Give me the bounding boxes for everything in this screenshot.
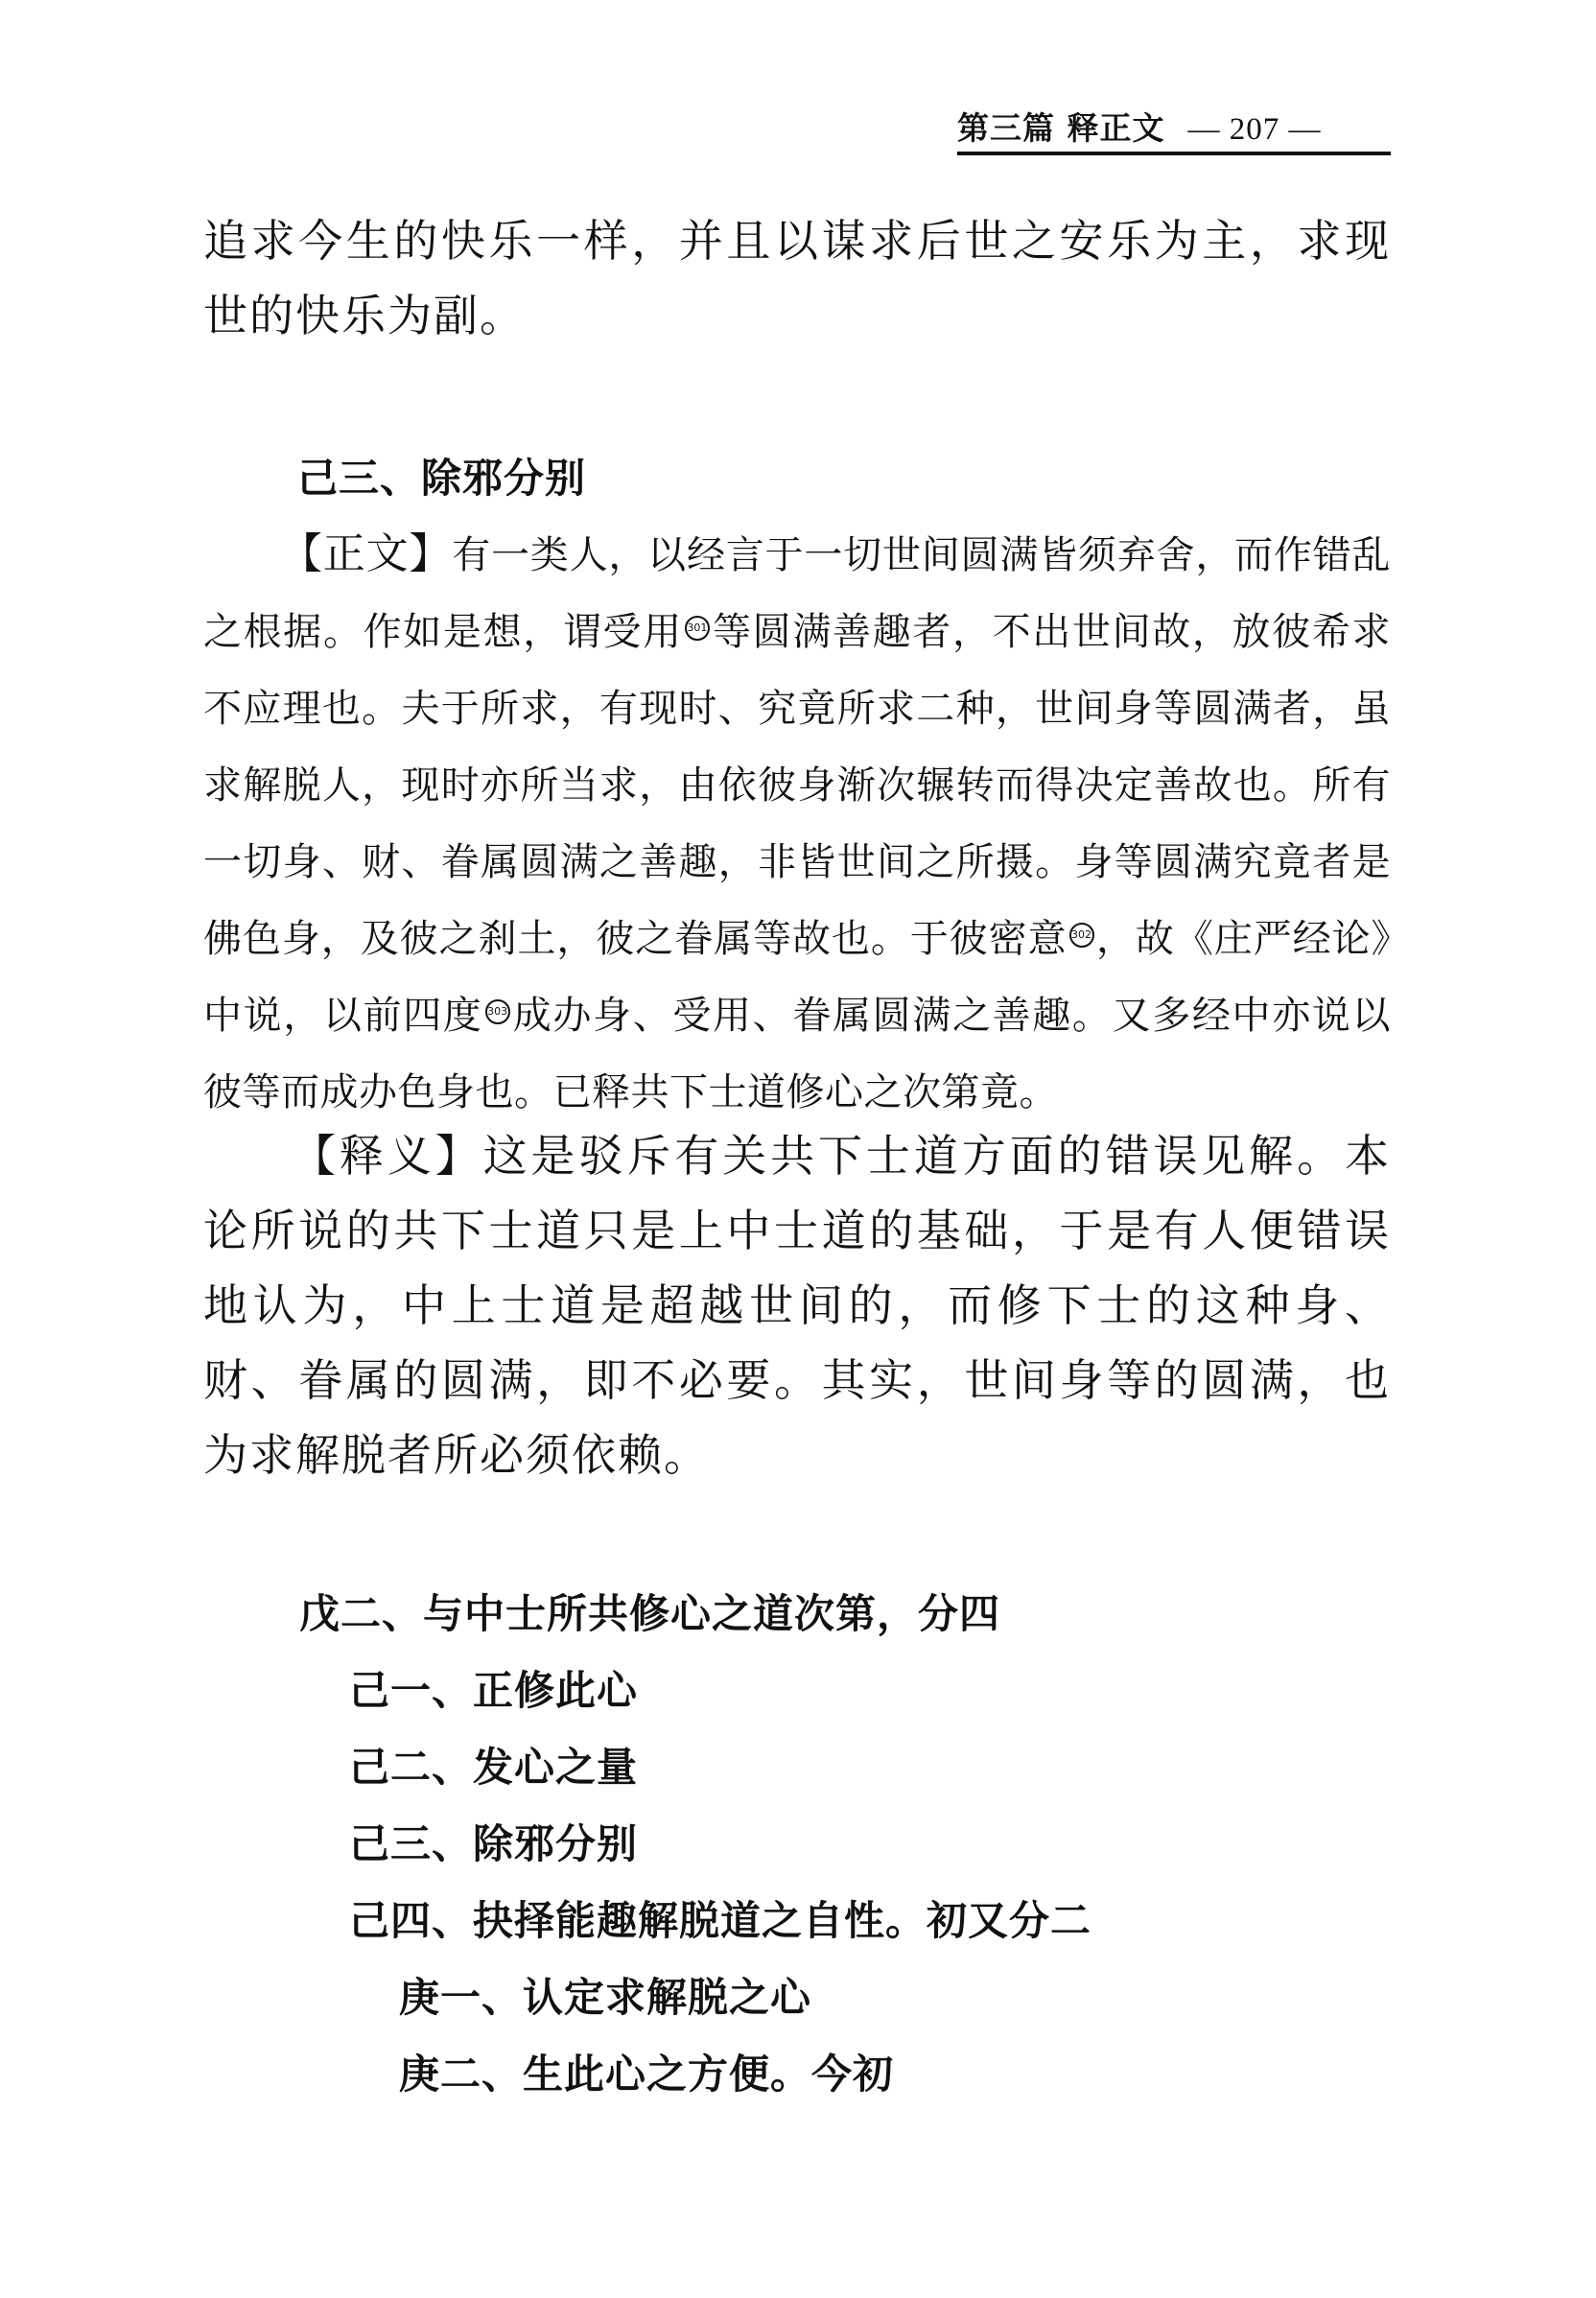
page-number: — 207 — <box>1187 112 1322 147</box>
outline-subitem: 庚一、认定求解脱之心 <box>399 1974 812 2021</box>
footnote-marker: 302 <box>1069 923 1094 948</box>
outline-subitem: 庚二、生此心之方便。今初 <box>399 2051 895 2098</box>
zhengwen-text-4: 成办身、受用、眷属圆满之善趣。又多经中亦说以彼等而成办色身也。已释共下士道修心之次第竟。 <box>203 994 1392 1114</box>
zhengwen-label: 【正文】 <box>280 529 453 578</box>
zhengwen-text-1: 有一类人，以经言于一切世间圆满皆须弃舍，而作错乱之根据。作如是想，谓受用 <box>203 533 1392 654</box>
footnote-marker: 301 <box>685 616 710 641</box>
running-header <box>957 104 1391 149</box>
outline-heading: 戊二、与中士所共修心之道次第，分四 <box>299 1590 1001 1637</box>
footnote-marker: 303 <box>485 999 510 1024</box>
zhengwen-text-3: ，故《庄严经论》中说，以前四度 <box>203 917 1392 1038</box>
shiyi-label: 【释义】 <box>292 1130 483 1182</box>
shiyi-text: 这是驳斥有关共下士道方面的错误见解。本论所说的共下士道只是上中士道的基础，于是有人便错误地认为，中上士道是超越世间的，而修下士的这种身、财、眷属的圆满，即不必要。其实，世间身等的圆满，也为求解脱者所必须依赖。 <box>203 1130 1392 1481</box>
zhengwen-text-2: 等圆满善趣者，不出世间故，放彼希求不应理也。夫于所求，有现时、究竟所求二种，世间身等圆满者，虽求解脱人，现时亦所当求，由依彼身渐次辗转而得决定善故也。所有一切身、财、眷属圆满之善趣，非皆世间之所摄。身等圆满究竟者是佛色身，及彼之刹土，彼之眷属等故也。于彼密意 <box>203 610 1392 961</box>
section-heading: 己三、除邪分别 <box>297 455 587 502</box>
outline-item: 己一、正修此心 <box>349 1667 639 1714</box>
outline-item: 己四、抉择能趣解脱道之自性。初又分二 <box>349 1897 1092 1944</box>
outline-item: 己三、除邪分别 <box>349 1820 639 1867</box>
header-rule <box>957 152 1391 155</box>
paragraph-continuation: 追求今生的快乐一样，并且以谋求后世之安乐为主，求现世的快乐为副。 <box>203 215 1391 341</box>
shiyi-paragraph <box>203 1118 1391 1492</box>
zhengwen-paragraph <box>203 516 1391 1131</box>
outline-item: 己二、发心之量 <box>349 1744 639 1791</box>
header-title: 第三篇 释正文 <box>957 109 1165 147</box>
